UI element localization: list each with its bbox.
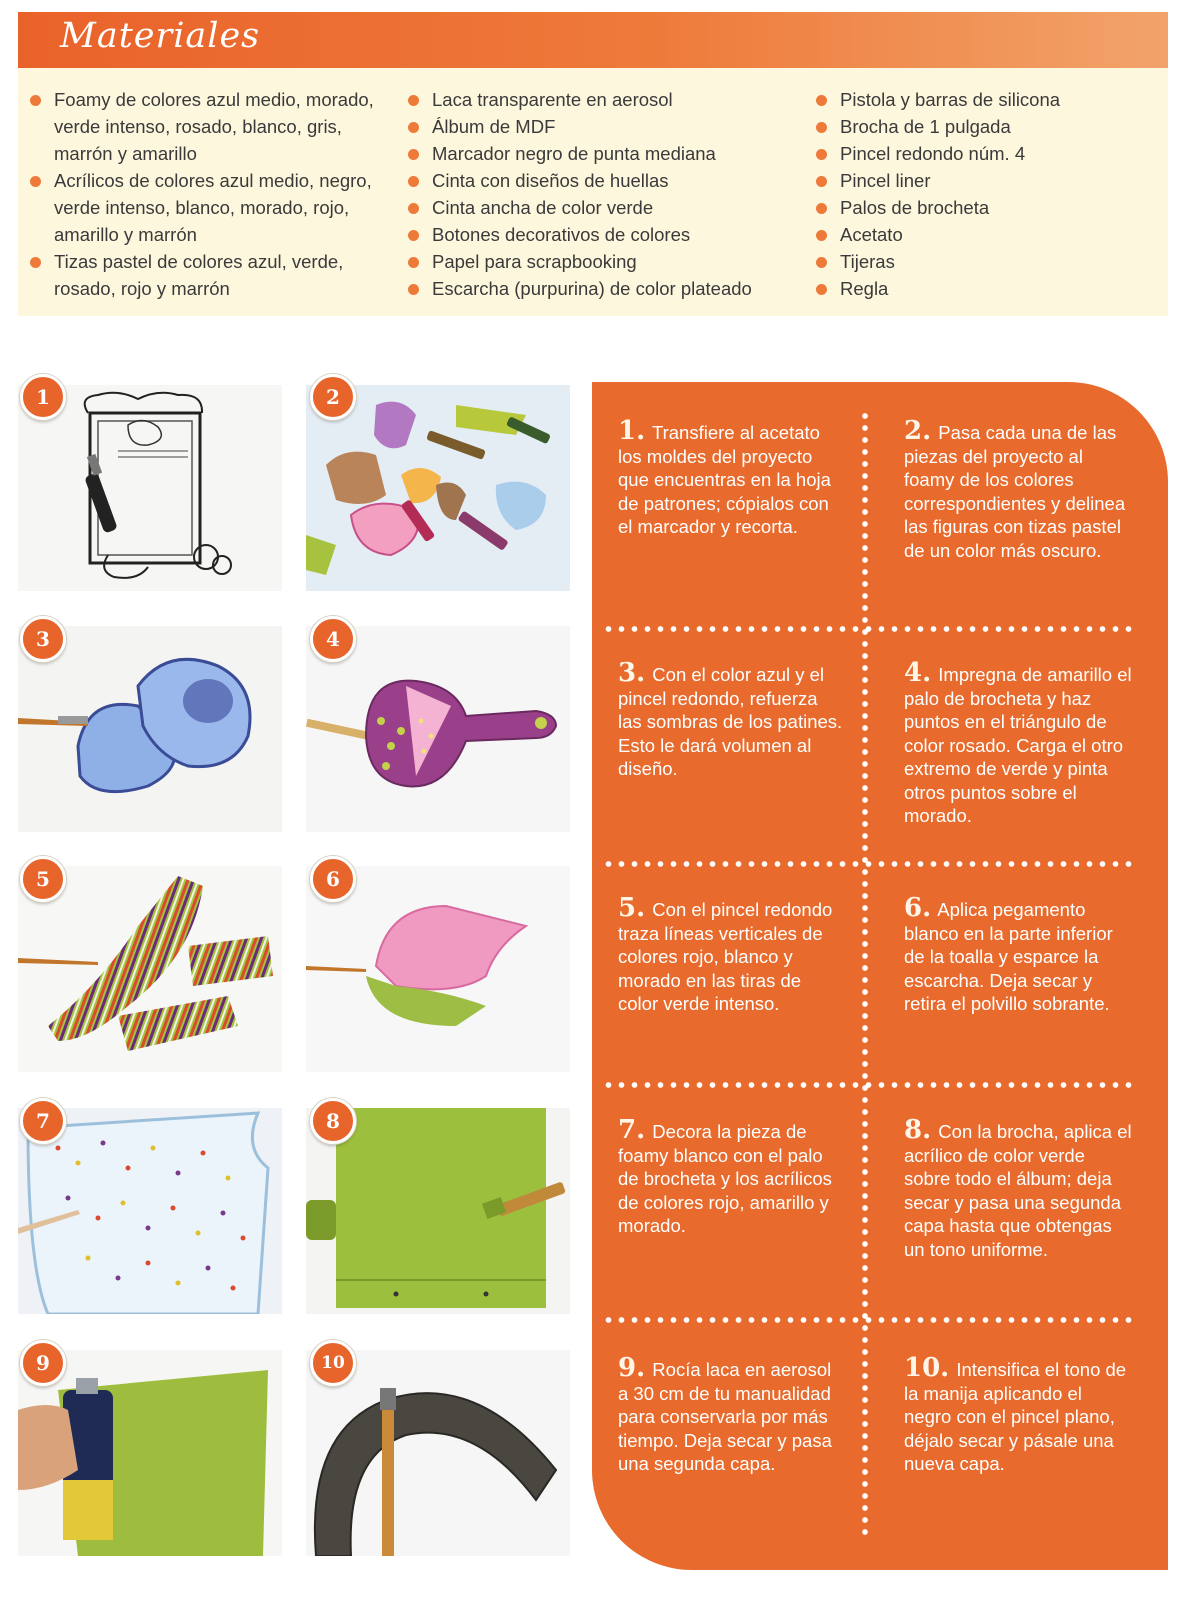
step-description: Impregna de amarillo el palo de brocheta y haz puntos en el triángulo de color rosado. Carga el otro extremo de verde y pinta otros puntos sobre el morado.: [904, 664, 1132, 826]
step-badge: 3: [20, 616, 66, 662]
material-item: Cinta con diseños de huellas: [408, 167, 808, 194]
material-item: Brocha de 1 pulgada: [816, 113, 1156, 140]
step-2-text: [904, 416, 1132, 562]
step-5-text: [618, 893, 846, 1016]
step-description: Pasa cada una de las piezas del proyecto al foamy de los colores correspondientes y delinea las figuras con tizas pastel de un color más oscuro.: [904, 422, 1126, 561]
material-item: Botones decorativos de colores: [408, 221, 808, 248]
step-number: 2.: [904, 416, 932, 446]
horizontal-dotted-divider: [602, 1317, 1138, 1323]
material-item: Regla: [816, 275, 1156, 302]
step-number: 10.: [904, 1353, 950, 1383]
step-description: Intensifica el tono de la manija aplicando el negro con el pincel plano, déjalo secar y pásale una nueva capa.: [904, 1359, 1127, 1474]
step-number: 9.: [618, 1353, 646, 1383]
step-badge: 10: [310, 1340, 356, 1386]
materials-title: Materiales: [60, 16, 261, 56]
materials-list-box: [18, 68, 1168, 316]
vertical-dotted-divider: [862, 410, 868, 1536]
materials-column-1: [30, 86, 390, 302]
step-3-text: [618, 658, 846, 781]
step-description: Aplica pegamento blanco en la parte inferior de la toalla y esparce la escarcha. Deja secar y retira el polvillo sobrante.: [904, 899, 1113, 1014]
materials-header: [18, 12, 1168, 68]
step-description: Con el pincel redondo traza líneas verticales de colores rojo, blanco y morado en las tiras de color verde intenso.: [618, 899, 833, 1014]
material-item: Álbum de MDF: [408, 113, 808, 140]
step-badge: 4: [310, 616, 356, 662]
step-8-text: [904, 1115, 1132, 1261]
step-description: Transfiere al acetato los moldes del proyecto que encuentras en la hoja de patrones; cópialos con el marcador y recorta.: [618, 422, 831, 537]
step-badge: 6: [310, 856, 356, 902]
material-item: Papel para scrapbooking: [408, 248, 808, 275]
step-badge: 1: [20, 374, 66, 420]
step-number: 3.: [618, 658, 646, 688]
horizontal-dotted-divider: [602, 861, 1138, 867]
material-item: Laca transparente en aerosol: [408, 86, 808, 113]
step-5-photo-striped-strips: [18, 866, 282, 1072]
material-item: Acrílicos de colores azul medio, negro, verde intenso, blanco, morado, rojo, amarillo y marrón: [30, 167, 390, 248]
step-description: Rocía laca en aerosol a 30 cm de tu manualidad para conservarla por más tiempo. Deja secar y pasa una segunda capa.: [618, 1359, 832, 1474]
step-1-text: [618, 416, 846, 539]
step-6-text: [904, 893, 1132, 1016]
step-badge: 5: [20, 856, 66, 902]
step-7-text: [618, 1115, 846, 1238]
step-number: 6.: [904, 893, 932, 923]
horizontal-dotted-divider: [602, 626, 1138, 632]
step-badge: 7: [20, 1098, 66, 1144]
step-description: Decora la pieza de foamy blanco con el palo de brocheta y los acrílicos de colores rojo, amarillo y morado.: [618, 1121, 832, 1236]
step-9-photo-spray-lacquer: [18, 1350, 282, 1556]
material-item: Pincel liner: [816, 167, 1156, 194]
step-3-photo-blue-skates: [18, 626, 282, 832]
material-item: Escarcha (purpurina) de color plateado: [408, 275, 808, 302]
step-badge: 9: [20, 1340, 66, 1386]
step-9-text: [618, 1353, 846, 1476]
materials-column-2: [408, 86, 808, 302]
horizontal-dotted-divider: [602, 1082, 1138, 1088]
step-1-photo-pattern-tracing: [18, 385, 282, 591]
step-badge: 2: [310, 374, 356, 420]
material-item: Cinta ancha de color verde: [408, 194, 808, 221]
material-item: Pincel redondo núm. 4: [816, 140, 1156, 167]
step-description: Con el color azul y el pincel redondo, refuerza las sombras de los patines. Esto le dará volumen al diseño.: [618, 664, 843, 779]
step-number: 7.: [618, 1115, 646, 1145]
material-item: Palos de brocheta: [816, 194, 1156, 221]
material-item: Tizas pastel de colores azul, verde, rosado, rojo y marrón: [30, 248, 390, 302]
step-4-text: [904, 658, 1132, 828]
step-number: 5.: [618, 893, 646, 923]
materials-column-3: [816, 86, 1156, 302]
material-item: Marcador negro de punta mediana: [408, 140, 808, 167]
step-number: 1.: [618, 416, 646, 446]
material-item: Acetato: [816, 221, 1156, 248]
material-item: Foamy de colores azul medio, morado, verde intenso, rosado, blanco, gris, marrón y amarillo: [30, 86, 390, 167]
step-description: Con la brocha, aplica el acrílico de color verde sobre todo el álbum; deja secar y pasa una segunda capa hasta que obtengas un tono uniforme.: [904, 1121, 1132, 1260]
instructions-panel: [592, 382, 1168, 1570]
step-7-photo-dotted-foamy: [18, 1108, 282, 1314]
step-badge: 8: [310, 1098, 356, 1144]
step-10-text: [904, 1353, 1132, 1476]
step-number: 4.: [904, 658, 932, 688]
material-item: Pistola y barras de silicona: [816, 86, 1156, 113]
material-item: Tijeras: [816, 248, 1156, 275]
step-number: 8.: [904, 1115, 932, 1145]
